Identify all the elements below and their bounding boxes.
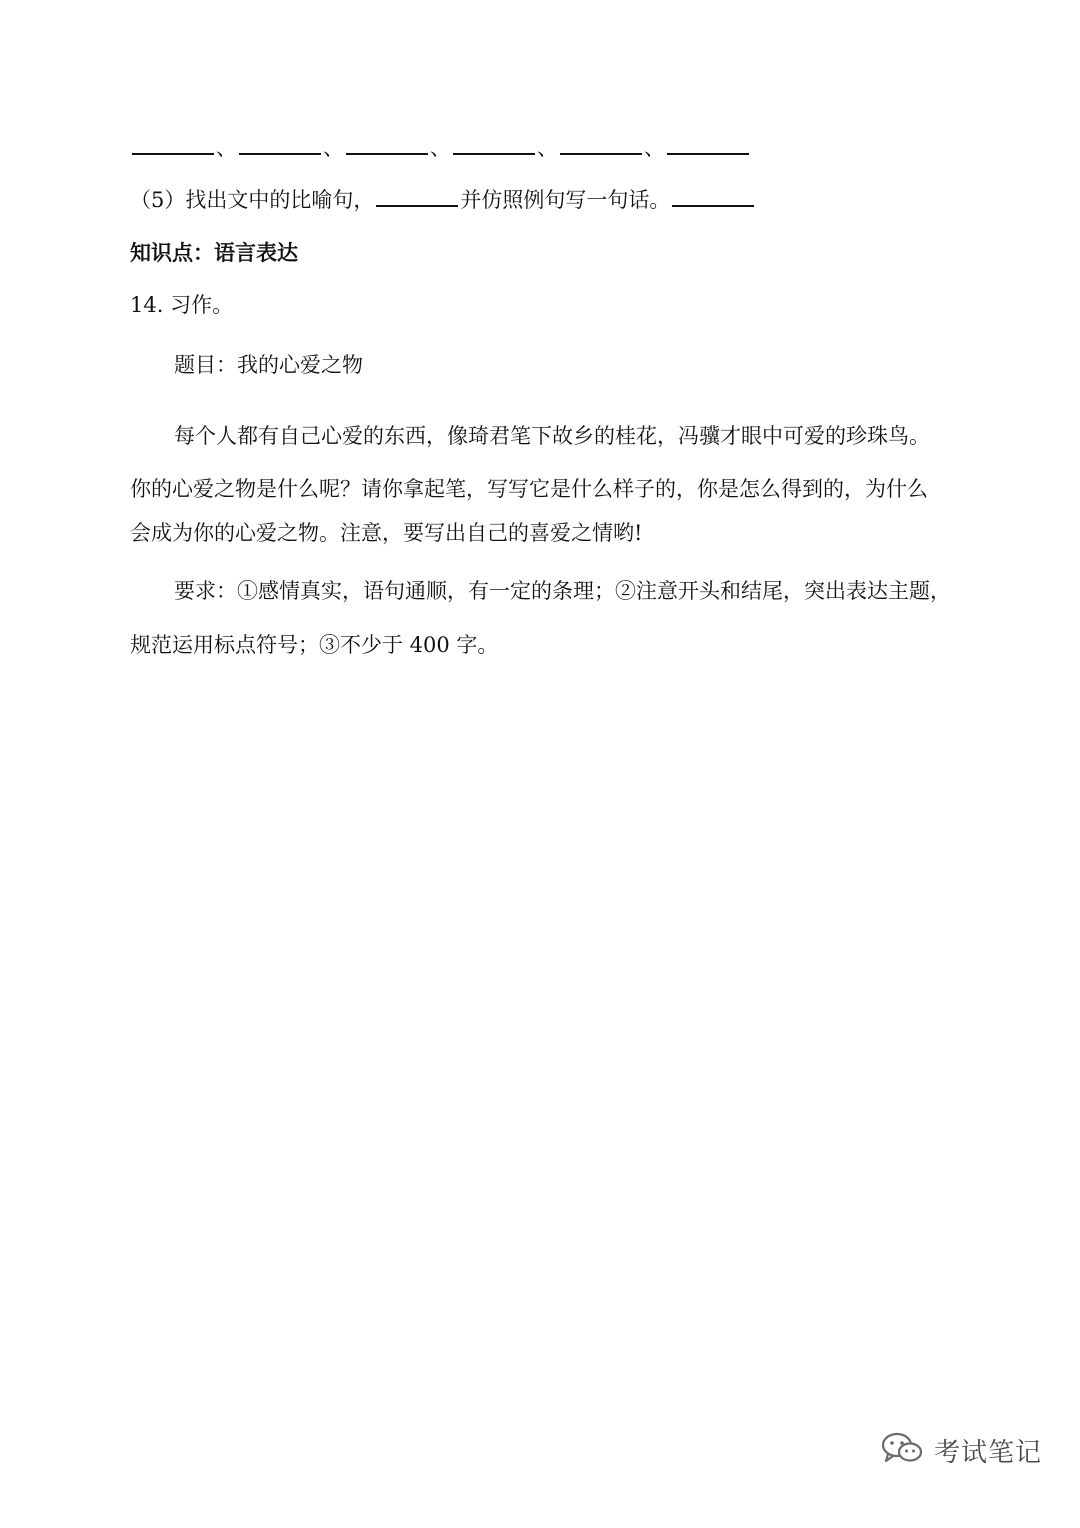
essay-topic: 题目：我的心爱之物 [174, 353, 363, 377]
question-5-middle: 并仿照例句写一句话。 [460, 188, 671, 212]
answer-blank[interactable] [376, 191, 458, 207]
answer-blank[interactable] [132, 139, 214, 155]
question-14-title: 习作。 [170, 293, 234, 317]
watermark-text: 考试笔记 [934, 1437, 1043, 1468]
answer-blank[interactable] [667, 139, 749, 155]
question-14-number: 14. [130, 293, 164, 317]
answer-blanks-row [130, 134, 751, 162]
essay-prompt-line-3: 会成为你的心爱之物。注意，要写出自己的喜爱之情哟! [130, 521, 643, 545]
knowledge-point-heading: 知识点：语言表达 [130, 241, 298, 265]
requirements-line-1: 要求：①感情真实，语句通顺，有一定的条理；②注意开头和结尾，突出表达主题， [174, 579, 951, 603]
blank-separator: 、 [430, 136, 451, 160]
blank-separator: 、 [644, 136, 665, 160]
blank-separator: 、 [323, 136, 344, 160]
answer-blank[interactable] [560, 139, 642, 155]
essay-prompt-line-1: 每个人都有自己心爱的东西，像琦君笔下故乡的桂花，冯骥才眼中可爱的珍珠鸟。 [174, 424, 930, 448]
wechat-icon [880, 1430, 924, 1470]
wechat-watermark [880, 1430, 1042, 1470]
requirements-line-2: 规范运用标点符号；③不少于 400 字。 [130, 633, 499, 657]
answer-blank[interactable] [453, 139, 535, 155]
question-5-prefix: （5）找出文中的比喻句， [130, 188, 375, 212]
essay-prompt-line-2: 你的心爱之物是什么呢？请你拿起笔，写写它是什么样子的，你是怎么得到的，为什么 [130, 477, 928, 501]
blank-separator: 、 [216, 136, 237, 160]
question-5 [130, 186, 756, 214]
answer-blank[interactable] [346, 139, 428, 155]
answer-blank[interactable] [672, 191, 754, 207]
answer-blank[interactable] [239, 139, 321, 155]
question-14-heading [130, 291, 233, 319]
blank-separator: 、 [537, 136, 558, 160]
